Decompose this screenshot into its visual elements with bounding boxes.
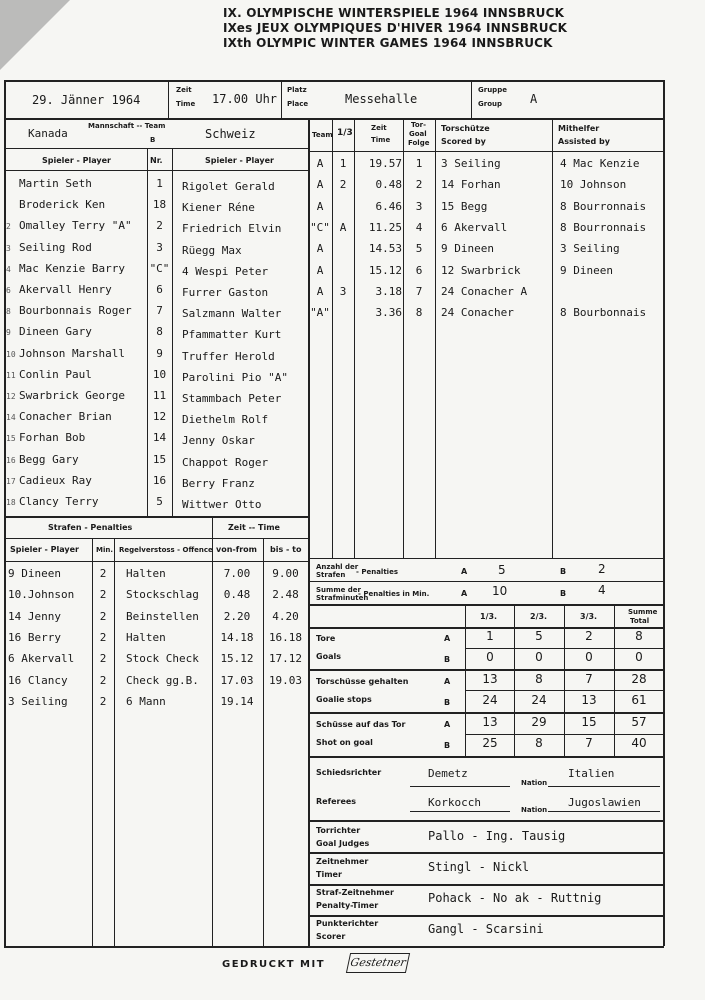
- stats-value-a: 8: [535, 672, 543, 686]
- roster-b-player: Rüegg Max: [182, 243, 242, 257]
- goal-scorer: 24 Conacher: [441, 306, 514, 320]
- roster-b-player: Furrer Gaston: [182, 286, 269, 299]
- stats-value-a: 1: [486, 629, 494, 643]
- stats-row-label-de: Tore: [316, 634, 336, 643]
- goal-seq-header-en: Folge: [408, 139, 430, 147]
- ref-2-nation-underline: [548, 811, 660, 812]
- roster-a-index: 9: [6, 328, 11, 338]
- pen-count-label-de2: Strafen: [316, 571, 346, 579]
- official-names: Stingl - Nickl: [428, 860, 530, 874]
- group-label-de: Gruppe: [478, 86, 507, 94]
- penalty-from: 19.14: [220, 694, 254, 708]
- goal-scorer: 15 Begg: [441, 199, 488, 213]
- frame-left: [4, 80, 6, 946]
- stats-value-b: 24: [531, 693, 547, 707]
- roster-b-header: Spieler - Player: [205, 156, 275, 165]
- goal-assist: 9 Dineen: [560, 263, 613, 277]
- roster-a-player: Conacher Brian: [19, 410, 112, 424]
- frame-bottom: [4, 946, 664, 948]
- roster-b-player: Chappot Roger: [182, 455, 269, 469]
- group-label-en: Group: [478, 100, 503, 108]
- goal-team: "C": [310, 220, 330, 234]
- roster-a-player: Dineen Gary: [19, 325, 92, 339]
- title-line-2: IXes JEUX OLYMPIQUES D'HIVER 1964 INNSBRUCK: [223, 21, 568, 35]
- goal-period-header: 1/3: [337, 128, 353, 138]
- goal-team: A: [316, 242, 324, 256]
- roster-b-player: Jenny Oskar: [182, 434, 255, 448]
- stats-row-label-en: Goalie stops: [316, 695, 372, 704]
- referee-label-de: Schiedsrichter: [316, 768, 382, 777]
- goal-period: 1: [339, 157, 347, 170]
- official-label-en: Timer: [316, 870, 342, 879]
- stats-value-b: 61: [631, 693, 647, 707]
- stats-value-a: 5: [535, 629, 543, 643]
- team-row-bottom: [4, 148, 308, 149]
- match-place: Messehalle: [345, 92, 418, 106]
- pen-player-header: Spieler - Player: [10, 545, 80, 554]
- penalty-player: 16 Clancy: [8, 673, 68, 687]
- goal-seq-header-de: Tor-: [411, 121, 427, 129]
- pen-count-b: 2: [598, 562, 606, 576]
- roster-a-number: 12: [152, 410, 167, 424]
- official-label-de: Torrichter: [316, 826, 361, 835]
- roster-a-index: 4: [6, 264, 11, 274]
- pen-min-a-letter: A: [461, 589, 468, 598]
- stats-value-b: 0: [635, 650, 643, 664]
- roster-a-index: 16: [6, 455, 16, 465]
- penalty-offence: Stockschlag: [126, 588, 199, 602]
- penalty-offence: Beinstellen: [126, 609, 199, 623]
- goal-scorer: 3 Seiling: [441, 157, 501, 170]
- stats-value-b: 24: [482, 693, 498, 707]
- pen-count-a: 5: [498, 563, 506, 577]
- goal-assist: 4 Mac Kenzie: [560, 157, 640, 170]
- official-names: Gangl - Scarsini: [428, 922, 544, 936]
- stats-r3-mid: [465, 734, 664, 735]
- roster-a-player: Forhan Bob: [19, 431, 86, 445]
- roster-a-player: Clancy Terry: [19, 495, 99, 508]
- goal-assist-header-en: Assisted by: [558, 137, 610, 146]
- penalty-minutes: 2: [99, 567, 107, 580]
- stats-row-label-de: Schüsse auf das Tor: [316, 720, 406, 729]
- referee-2-nation: Jugoslawien: [568, 796, 641, 809]
- pen-count-a-letter: A: [461, 567, 468, 576]
- penalty-player: 6 Akervall: [8, 652, 75, 666]
- roster-a-number: 15: [152, 452, 167, 466]
- goal-assist: 8 Bourronnais: [560, 199, 647, 213]
- stats-bottom: [308, 756, 664, 758]
- pen-sum-label-en: - Penalties in Min.: [358, 590, 430, 598]
- pen-offence-header: Regelverstoss - Offence: [119, 546, 213, 554]
- goal-time: 3.18: [375, 284, 402, 298]
- ref-1-underline: [410, 786, 510, 787]
- official-label-en: Penalty-Timer: [316, 901, 379, 910]
- frame-right: [663, 80, 665, 946]
- goal-time-header-de: Zeit: [371, 124, 387, 132]
- goal-sequence: 4: [415, 220, 423, 234]
- penalty-to: 17.12: [268, 652, 303, 666]
- pen-from-header: von-from: [216, 545, 257, 554]
- goal-assist-header-de: Mithelfer: [558, 124, 600, 133]
- stats-value-b: 0: [486, 650, 494, 664]
- roster-a-number: 18: [152, 198, 167, 212]
- stats-r1-bottom: [308, 669, 664, 671]
- stats-row-label-de: Torschüsse gehalten: [316, 677, 409, 686]
- stats-value-b: 13: [581, 693, 597, 707]
- referee-1-nation: Italien: [568, 767, 615, 780]
- pen-col-2: [114, 538, 115, 946]
- goal-time: 0.48: [375, 178, 402, 192]
- stats-row-b-letter: B: [444, 655, 451, 664]
- roster-a-player: Seiling Rod: [19, 240, 92, 254]
- penalty-player: 14 Jenny: [8, 609, 61, 623]
- roster-a-player: Johnson Marshall: [19, 346, 125, 360]
- roster-b-player: Rigolet Gerald: [182, 180, 275, 193]
- roster-a-player: Swarbrick George: [19, 389, 125, 402]
- penalties-title: Strafen - Penalties: [48, 523, 133, 532]
- goal-time: 6.46: [375, 199, 402, 213]
- penalty-minutes: 2: [99, 588, 107, 602]
- roster-a-number: 8: [156, 325, 163, 339]
- goal-col-5: [552, 118, 553, 558]
- roster-a-header: Spieler - Player: [42, 156, 112, 165]
- goal-team: A: [316, 199, 324, 213]
- roster-a-index: 18: [6, 498, 16, 507]
- goal-sequence: 3: [415, 199, 423, 213]
- stats-p2-header: 2/3.: [530, 612, 548, 621]
- roster-a-number: 9: [156, 346, 163, 360]
- goal-col-4: [435, 118, 436, 558]
- title-line-3: IXth OLYMPIC WINTER GAMES 1964 INNSBRUCK: [223, 36, 553, 50]
- goal-team: "A": [310, 306, 330, 320]
- goal-team: A: [316, 284, 324, 298]
- roster-b-player: Berry Franz: [182, 476, 255, 490]
- roster-a-number: 10: [152, 367, 167, 381]
- roster-a-player: Mac Kenzie Barry: [19, 261, 125, 275]
- roster-a-index: 2: [6, 222, 11, 232]
- penalty-to: 9.00: [272, 567, 299, 580]
- stats-row-b-letter: B: [444, 741, 451, 750]
- ref-2-underline: [410, 811, 510, 812]
- info-divider-2: [281, 80, 282, 118]
- goal-scorer: 9 Dineen: [441, 242, 494, 256]
- penalty-to: 4.20: [272, 609, 299, 623]
- penalty-player: 9 Dineen: [8, 567, 61, 580]
- stats-row-label-en: Goals: [316, 652, 341, 661]
- roster-col-2: [172, 148, 173, 516]
- stats-value-a: 15: [581, 715, 597, 729]
- penalty-offence: Halten: [126, 567, 166, 580]
- goal-sequence: 6: [415, 263, 423, 277]
- roster-b-player: Pfammatter Kurt: [182, 328, 282, 342]
- summary-mid: [308, 581, 664, 582]
- team-a-name: Kanada: [28, 127, 68, 140]
- goal-assist: 8 Bourronnais: [560, 220, 647, 234]
- info-bottom: [4, 118, 664, 120]
- roster-a-index: 3: [6, 243, 11, 253]
- pen-min-header: Min.: [96, 546, 114, 554]
- roster-bottom: [4, 516, 308, 518]
- stats-value-b: 8: [535, 736, 543, 750]
- roster-b-player: Stammbach Peter: [182, 392, 282, 405]
- goal-time-header-en: Time: [371, 136, 391, 144]
- goal-scorer: 6 Akervall: [441, 220, 508, 234]
- off-line-1: [308, 820, 664, 822]
- goal-period: A: [339, 220, 347, 234]
- penalty-offence: Halten: [126, 630, 166, 644]
- penalty-minutes: 2: [99, 609, 107, 623]
- pen-sum-label-de2: Strafminuten: [316, 594, 369, 602]
- penalty-to: 2.48: [272, 588, 299, 602]
- stats-r1-mid: [465, 648, 664, 649]
- roster-b-player: 4 Wespi Peter: [182, 264, 269, 278]
- penalty-player: 10.Johnson: [8, 588, 75, 602]
- stats-value-a: 28: [631, 672, 647, 686]
- stats-value-b: 25: [482, 736, 498, 750]
- stats-r2-bottom: [308, 712, 664, 714]
- penalty-offence: Stock Check: [126, 652, 199, 666]
- roster-a-number: 1: [156, 177, 163, 190]
- pen-min-b: 4: [598, 583, 606, 597]
- team-label: Mannschaft -- Team: [88, 122, 166, 130]
- goal-assist: 10 Johnson: [560, 178, 627, 192]
- roster-a-index: 15: [6, 434, 16, 444]
- pen-count-label-de: Anzahl der: [316, 563, 359, 571]
- summary-bottom: [308, 604, 664, 606]
- penalty-from: 14.18: [220, 630, 254, 644]
- stats-value-b: 40: [631, 736, 647, 750]
- stats-value-a: 57: [631, 715, 647, 729]
- pen-min-a: 10: [492, 584, 508, 598]
- stats-p3-header: 3/3.: [580, 612, 598, 621]
- penalty-from: 17.03: [220, 673, 254, 687]
- goal-team: A: [316, 157, 324, 170]
- title-line-1: IX. OLYMPISCHE WINTERSPIELE 1964 INNSBRUCK: [223, 6, 565, 20]
- penalty-minutes: 2: [99, 694, 107, 708]
- roster-a-index: 8: [6, 307, 11, 317]
- goal-scorer: 12 Swarbrick: [441, 263, 521, 277]
- team-b-name: Schweiz: [205, 127, 256, 141]
- goal-sequence: 2: [415, 178, 423, 192]
- penalties-time-header: Zeit -- Time: [228, 523, 280, 532]
- roster-a-player: Conlin Paul: [19, 367, 92, 381]
- goal-seq-header-de2: Goal: [409, 130, 427, 138]
- goal-time: 3.36: [375, 306, 402, 320]
- stats-value-a: 29: [531, 715, 547, 729]
- roster-b-player: Wittwer Otto: [182, 498, 262, 511]
- off-line-2: [308, 852, 664, 854]
- roster-a-number: 11: [152, 389, 167, 402]
- goal-scorer-header-en: Scored by: [441, 137, 486, 146]
- roster-b-player: Truffer Herold: [182, 349, 275, 363]
- info-divider-1: [168, 80, 169, 118]
- penalty-from: 15.12: [220, 652, 254, 666]
- stats-row-a-letter: A: [444, 634, 451, 643]
- official-label-de: Punkterichter: [316, 919, 379, 928]
- stats-r2-mid: [465, 690, 664, 691]
- penalty-minutes: 2: [99, 652, 107, 666]
- roster-a-player: Omalley Terry "A": [19, 219, 132, 233]
- pen-col-3: [212, 517, 213, 946]
- frame-top: [4, 80, 664, 82]
- roster-a-number: 7: [156, 304, 163, 318]
- stats-value-a: 2: [585, 629, 593, 643]
- roster-a-index: 14: [6, 413, 16, 423]
- referee-2-name: Korkocch: [428, 796, 481, 809]
- penalty-offence: 6 Mann: [126, 694, 166, 708]
- roster-a-player: Akervall Henry: [19, 283, 112, 296]
- goal-period: 3: [339, 284, 347, 298]
- goal-period: 2: [339, 178, 347, 192]
- page-corner-shadow: [0, 0, 70, 70]
- pen-sum-label-de: Summe der: [316, 586, 362, 594]
- info-divider-3: [471, 80, 472, 118]
- goal-time: 14.53: [368, 242, 402, 256]
- penalty-player: 3 Seiling: [8, 694, 68, 708]
- match-time: 17.00 Uhr: [212, 92, 278, 106]
- penalty-minutes: 2: [99, 630, 107, 644]
- goal-team: A: [316, 263, 324, 277]
- stats-value-a: 8: [635, 629, 643, 643]
- goal-scorer: 14 Forhan: [441, 178, 501, 192]
- stats-total-header-de: Summe: [628, 608, 658, 616]
- place-label-de: Platz: [287, 86, 307, 94]
- penalty-from: 0.48: [223, 588, 251, 602]
- off-line-4: [308, 915, 664, 917]
- stats-value-a: 13: [482, 672, 498, 686]
- stats-value-b: 0: [585, 650, 593, 664]
- roster-b-player: Kiener Réne: [182, 201, 255, 215]
- match-date: 29. Jänner 1964: [32, 93, 141, 107]
- stats-p1-header: 1/3.: [480, 612, 498, 621]
- referee-2-nation-label: Nation: [521, 806, 548, 814]
- ref-1-nation-underline: [548, 786, 660, 787]
- roster-a-player: Begg Gary: [19, 452, 79, 466]
- roster-a-index: 10: [6, 349, 16, 359]
- goal-scorer-header-de: Torschütze: [441, 124, 490, 133]
- pen-count-b-letter: B: [560, 567, 567, 576]
- referee-1-name: Demetz: [428, 767, 468, 780]
- team-b-letter: B: [150, 136, 156, 144]
- goal-time: 19.57: [368, 157, 402, 170]
- summary-top: [308, 558, 664, 559]
- stats-row-a-letter: A: [444, 720, 451, 729]
- pen-min-b-letter: B: [560, 589, 567, 598]
- official-label-de: Zeitnehmer: [316, 857, 369, 866]
- roster-a-index: 11: [6, 370, 16, 380]
- roster-a-index: 17: [6, 476, 16, 486]
- roster-a-number: "C": [149, 261, 170, 275]
- time-label-de: Zeit: [176, 86, 192, 94]
- roster-b-player: Friedrich Elvin: [182, 222, 282, 236]
- official-names: Pohack - No ak - Ruttnig: [428, 891, 602, 905]
- printed-with: GEDRUCKT MIT: [222, 959, 326, 970]
- roster-a-number: 14: [152, 431, 167, 445]
- roster-a-number: 5: [156, 495, 163, 508]
- goal-team-header: Team: [312, 131, 333, 139]
- roster-a-number: 2: [156, 219, 163, 233]
- official-label-en: Goal Judges: [316, 839, 370, 848]
- official-label-de: Straf-Zeitnehmer: [316, 888, 394, 897]
- goal-sequence: 8: [415, 306, 423, 320]
- referee-1-nation-label: Nation: [521, 779, 548, 787]
- time-label-en: Time: [176, 100, 196, 108]
- goal-sequence: 1: [415, 157, 423, 170]
- pen-to-header: bis - to: [270, 545, 302, 554]
- goal-team: A: [316, 178, 324, 192]
- pen-count-label-en: - Penalties: [356, 568, 398, 576]
- penalty-to: 16.18: [268, 630, 303, 644]
- stats-value-b: 7: [585, 736, 593, 750]
- stats-row-label-en: Shot on goal: [316, 738, 373, 747]
- roster-a-index: 12: [6, 392, 16, 401]
- roster-a-number: 3: [156, 240, 163, 254]
- roster-a-player: Broderick Ken: [19, 198, 106, 212]
- penalty-minutes: 2: [99, 673, 107, 687]
- stats-value-a: 7: [585, 672, 593, 686]
- goal-time: 11.25: [368, 220, 402, 234]
- roster-b-player: Diethelm Rolf: [182, 413, 269, 427]
- penalty-from: 7.00: [223, 567, 251, 580]
- roster-b-player: Parolini Pio "A": [182, 370, 288, 384]
- stats-total-header-en: Total: [630, 617, 650, 625]
- roster-b-player: Salzmann Walter: [182, 307, 282, 321]
- goal-assist: 8 Bourbonnais: [560, 306, 647, 320]
- roster-a-player: Martin Seth: [19, 177, 92, 190]
- goal-time: 15.12: [368, 263, 402, 277]
- stats-row-b-letter: B: [444, 698, 451, 707]
- goal-assist: 3 Seiling: [560, 242, 620, 256]
- gestetner-logo: Gestetner: [346, 953, 410, 973]
- off-line-3: [308, 884, 664, 886]
- roster-a-player: Cadieux Ray: [19, 473, 92, 487]
- goal-header-bottom: [308, 151, 664, 152]
- stats-value-a: 13: [482, 715, 498, 729]
- roster-a-number: 6: [156, 283, 163, 296]
- penalty-from: 2.20: [223, 609, 251, 623]
- penalty-to: 19.03: [268, 673, 303, 687]
- official-names: Pallo - Ing. Tausig: [428, 829, 566, 843]
- match-group: A: [530, 92, 538, 106]
- roster-a-index: 6: [6, 286, 11, 295]
- penalty-player: 16 Berry: [8, 630, 61, 644]
- stats-row-a-letter: A: [444, 677, 451, 686]
- goal-scorer: 24 Conacher A: [441, 284, 528, 298]
- place-label-en: Place: [287, 100, 309, 108]
- roster-a-player: Bourbonnais Roger: [19, 304, 132, 318]
- stats-value-b: 0: [535, 650, 543, 664]
- penalty-offence: Check gg.B.: [126, 673, 199, 687]
- goal-sequence: 7: [415, 284, 423, 298]
- official-label-en: Scorer: [316, 932, 346, 941]
- goal-sequence: 5: [415, 242, 423, 256]
- roster-a-number: 16: [152, 473, 167, 487]
- roster-header-bottom: [4, 170, 308, 171]
- roster-nr-header: Nr.: [150, 156, 163, 165]
- referee-label-en: Referees: [316, 797, 357, 806]
